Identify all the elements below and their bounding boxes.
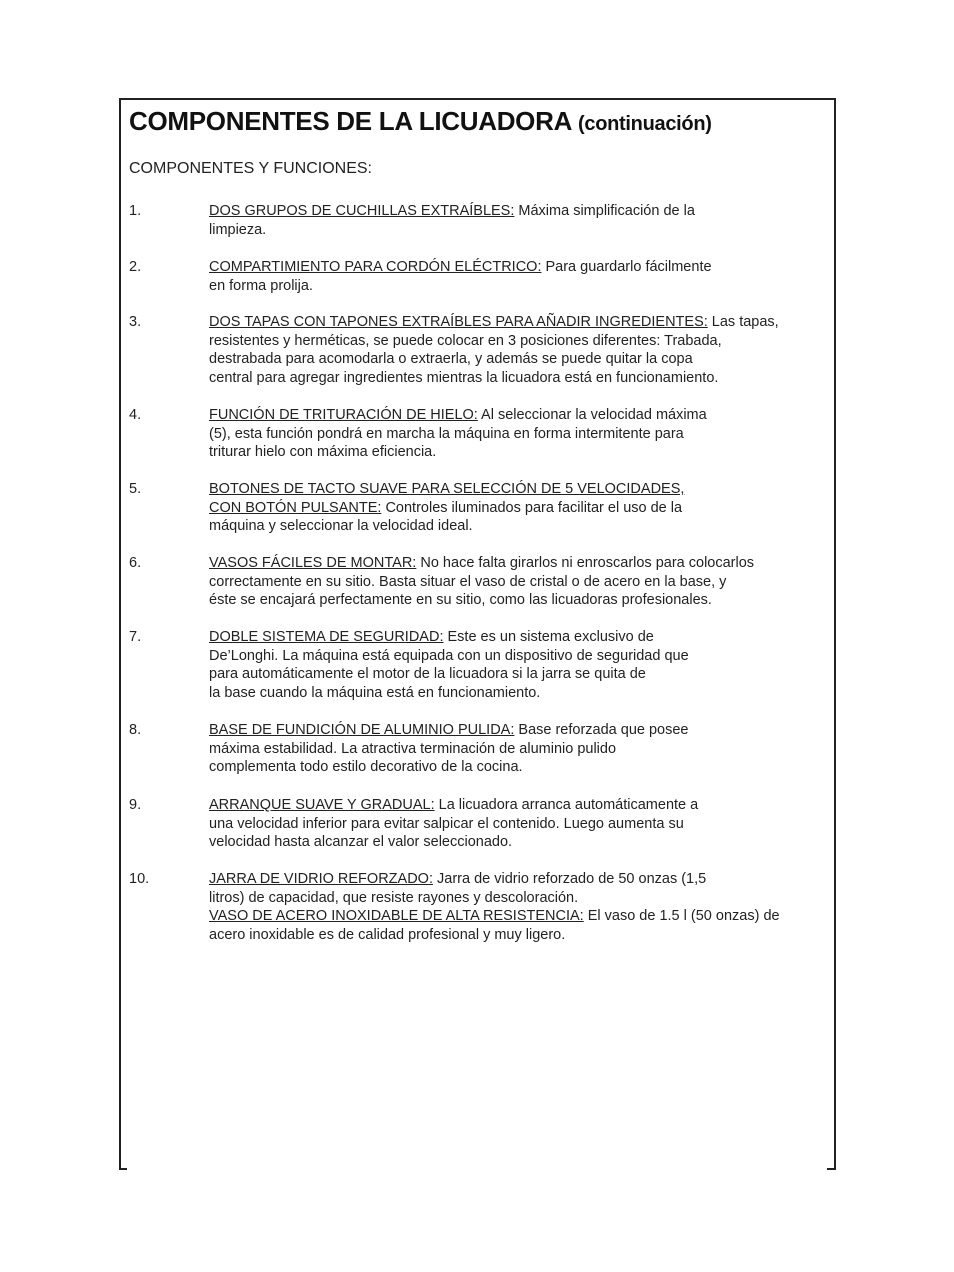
- item-text: Jarra de vidrio reforzado de 50 onzas (1,5: [432, 871, 707, 887]
- item-text: máquina y seleccionar la velocidad ideal.: [209, 518, 473, 535]
- item-text: central para agregar ingredientes mientras la licuadora está en funcionamiento.: [209, 369, 719, 386]
- item-text: velocidad hasta alcanzar el valor seleccionado.: [209, 834, 513, 851]
- item-text: No hace falta girarlos ni enroscarlos para colocarlos: [416, 555, 755, 571]
- frame-corner-left: [119, 1168, 127, 1170]
- item-text: complementa todo estilo decorativo de la cocina.: [209, 759, 523, 776]
- item-text: La licuadora arranca automáticamente a: [434, 797, 699, 813]
- item-text: acero inoxidable es de calidad profesional y muy ligero.: [209, 926, 566, 943]
- item-number: 1.: [129, 203, 142, 219]
- item-number: 10.: [129, 871, 150, 887]
- item-text: la base cuando la máquina está en funcionamiento.: [209, 684, 541, 701]
- item-text: máxima estabilidad. La atractiva terminación de aluminio pulido: [209, 740, 617, 757]
- item-text: para automáticamente el motor de la licuadora si la jarra se quita de: [209, 666, 646, 683]
- item-heading: DOS TAPAS CON TAPONES EXTRAÍBLES PARA AÑADIR INGREDIENTES:: [209, 314, 708, 330]
- page-title: [129, 106, 712, 137]
- item-heading: DOS GRUPOS DE CUCHILLAS EXTRAÍBLES:: [209, 203, 515, 219]
- item-text: litros) de capacidad, que resiste rayones y descoloración.: [209, 889, 579, 906]
- item-number: 7.: [129, 629, 142, 645]
- item-heading: COMPARTIMIENTO PARA CORDÓN ELÉCTRICO:: [209, 259, 542, 275]
- item-heading: DOBLE SISTEMA DE SEGURIDAD:: [209, 629, 444, 645]
- item-text: resistentes y herméticas, se puede colocar en 3 posiciones diferentes: Trabada,: [209, 332, 722, 349]
- item-heading: BOTONES DE TACTO SUAVE PARA SELECCIÓN DE 5 VELOCIDADES,: [209, 481, 685, 497]
- item-text: Controles iluminados para facilitar el uso de la: [381, 499, 683, 516]
- item-heading: FUNCIÓN DE TRITURACIÓN DE HIELO:: [209, 407, 478, 423]
- item-number: 9.: [129, 797, 142, 813]
- item-text: triturar hielo con máxima eficiencia.: [209, 444, 437, 461]
- item-text: Máxima simplificación de la: [514, 203, 695, 219]
- item-text: Este es un sistema exclusivo de: [443, 629, 654, 645]
- item-heading: VASOS FÁCILES DE MONTAR:: [209, 555, 417, 571]
- item-text: destrabada para acomodarla o extraerla, y además se puede quitar la copa: [209, 351, 693, 368]
- item-text: una velocidad inferior para evitar salpicar el contenido. Luego aumenta su: [209, 815, 684, 832]
- item-text: limpieza.: [209, 221, 267, 238]
- item-heading: VASO DE ACERO INOXIDABLE DE ALTA RESISTENCIA:: [209, 908, 584, 925]
- item-text: Al seleccionar la velocidad máxima: [477, 407, 707, 423]
- title-sub: (continuación): [578, 113, 712, 135]
- item-heading: JARRA DE VIDRIO REFORZADO:: [209, 871, 433, 887]
- item-number: 6.: [129, 555, 142, 571]
- frame-corner-right: [827, 1168, 835, 1170]
- item-text: (5), esta función pondrá en marcha la máquina en forma intermitente para: [209, 425, 684, 442]
- item-text: en forma prolija.: [209, 277, 313, 294]
- item-number: 3.: [129, 314, 142, 330]
- item-number: 5.: [129, 481, 142, 497]
- section-heading: COMPONENTES Y FUNCIONES:: [129, 160, 372, 177]
- item-text: Las tapas,: [707, 314, 779, 330]
- title-main: COMPONENTES DE LA LICUADORA: [129, 106, 572, 136]
- item-number: 4.: [129, 407, 142, 423]
- item-text: éste se encajará perfectamente en su sitio, como las licuadoras profesionales.: [209, 592, 712, 609]
- item-number: 2.: [129, 259, 142, 275]
- item-number: 8.: [129, 722, 142, 738]
- item-text: Base reforzada que posee: [514, 722, 689, 738]
- item-heading: ARRANQUE SUAVE Y GRADUAL:: [209, 797, 435, 813]
- item-text: El vaso de 1.5 l (50 onzas) de: [583, 908, 780, 925]
- item-heading: BASE DE FUNDICIÓN DE ALUMINIO PULIDA:: [209, 722, 515, 738]
- item-text: Para guardarlo fácilmente: [541, 259, 712, 275]
- item-text: De’Longhi. La máquina está equipada con un dispositivo de seguridad que: [209, 647, 689, 664]
- item-heading: CON BOTÓN PULSANTE:: [209, 499, 382, 516]
- item-text: correctamente en su sitio. Basta situar el vaso de cristal o de acero en la base, y: [209, 573, 727, 590]
